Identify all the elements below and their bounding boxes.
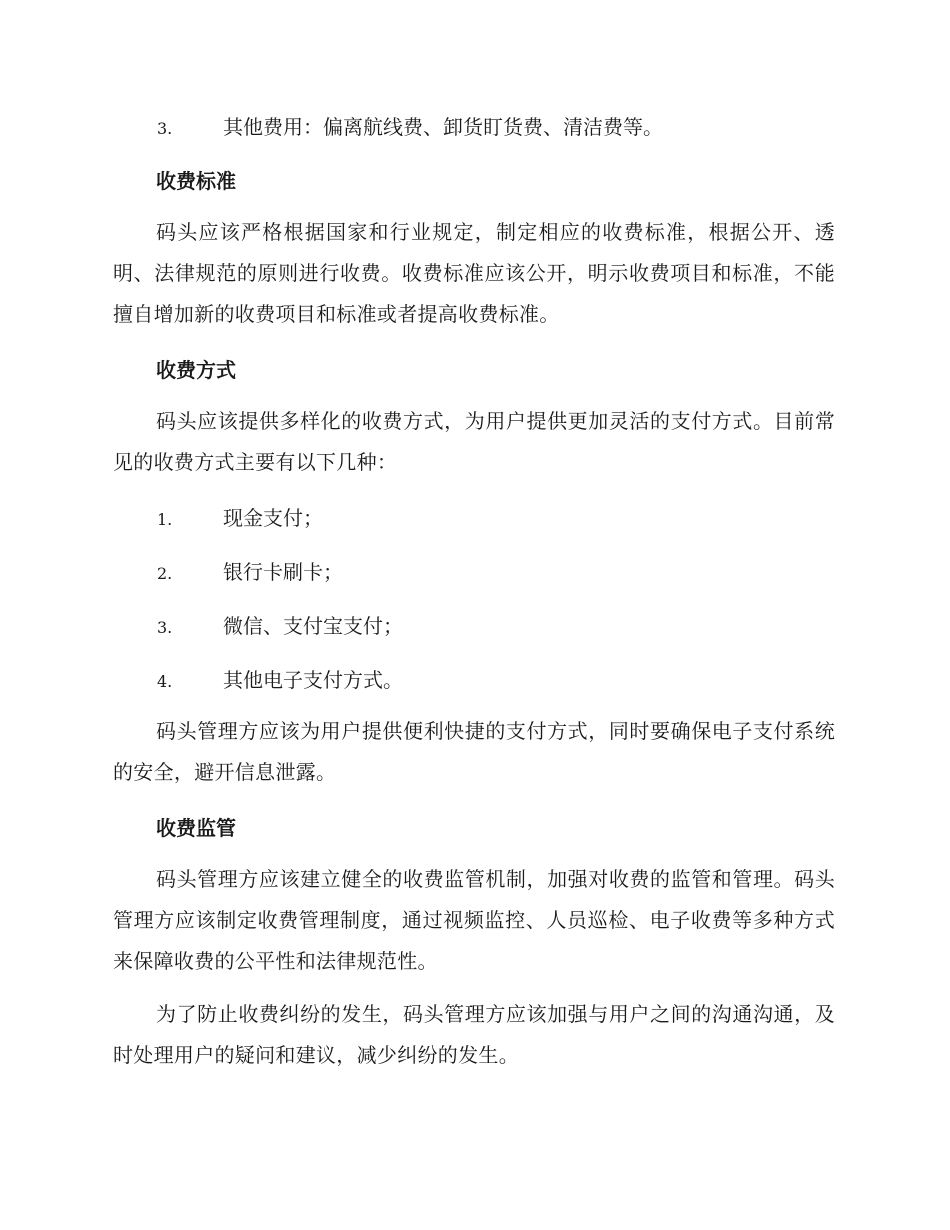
list-text: 现金支付； <box>223 506 323 530</box>
section-heading-payment-method: 收费方式 <box>156 358 236 382</box>
list-item <box>113 657 835 711</box>
paragraph-dispute-prevention: 为了防止收费纠纷的发生，码头管理方应该加强与用户之间的沟通沟通，及时处理用户的疑问和建议，减少纠纷的发生。 <box>113 1002 835 1067</box>
list-number: 2. <box>157 564 173 583</box>
section-heading-fee-standard: 收费标准 <box>156 169 236 193</box>
list-item <box>113 104 835 158</box>
paragraph-payment-security: 码头管理方应该为用户提供便利快捷的支付方式，同时要确保电子支付系统的安全，避开信息泄露。 <box>113 719 835 784</box>
list-text: 银行卡刷卡； <box>223 560 343 584</box>
list-text: 微信、支付宝支付； <box>223 614 403 638</box>
list-item <box>113 495 835 549</box>
paragraph-payment-method: 码头应该提供多样化的收费方式，为用户提供更加灵活的支付方式。目前常见的收费方式主要有以下几种： <box>113 409 835 474</box>
list-number: 3. <box>157 618 173 637</box>
list-number: 4. <box>157 672 173 691</box>
section-heading-fee-supervision: 收费监管 <box>156 816 236 840</box>
list-number: 3. <box>157 119 173 138</box>
list-item <box>113 549 835 603</box>
list-number: 1. <box>157 510 173 529</box>
list-text: 其他电子支付方式。 <box>223 668 403 692</box>
list-text: 其他费用：偏离航线费、卸货盯货费、清洁费等。 <box>223 115 663 139</box>
paragraph-fee-standard: 码头应该严格根据国家和行业规定，制定相应的收费标准，根据公开、透明、法律规范的原则进行收费。收费标准应该公开，明示收费项目和标准，不能擅自增加新的收费项目和标准或者提高收费标准。 <box>113 220 835 326</box>
list-item <box>113 603 835 657</box>
document-page <box>113 104 835 1088</box>
paragraph-fee-supervision: 码头管理方应该建立健全的收费监管机制，加强对收费的监管和管理。码头管理方应该制定收费管理制度，通过视频监控、人员巡检、电子收费等多种方式来保障收费的公平性和法律规范性。 <box>113 867 835 973</box>
